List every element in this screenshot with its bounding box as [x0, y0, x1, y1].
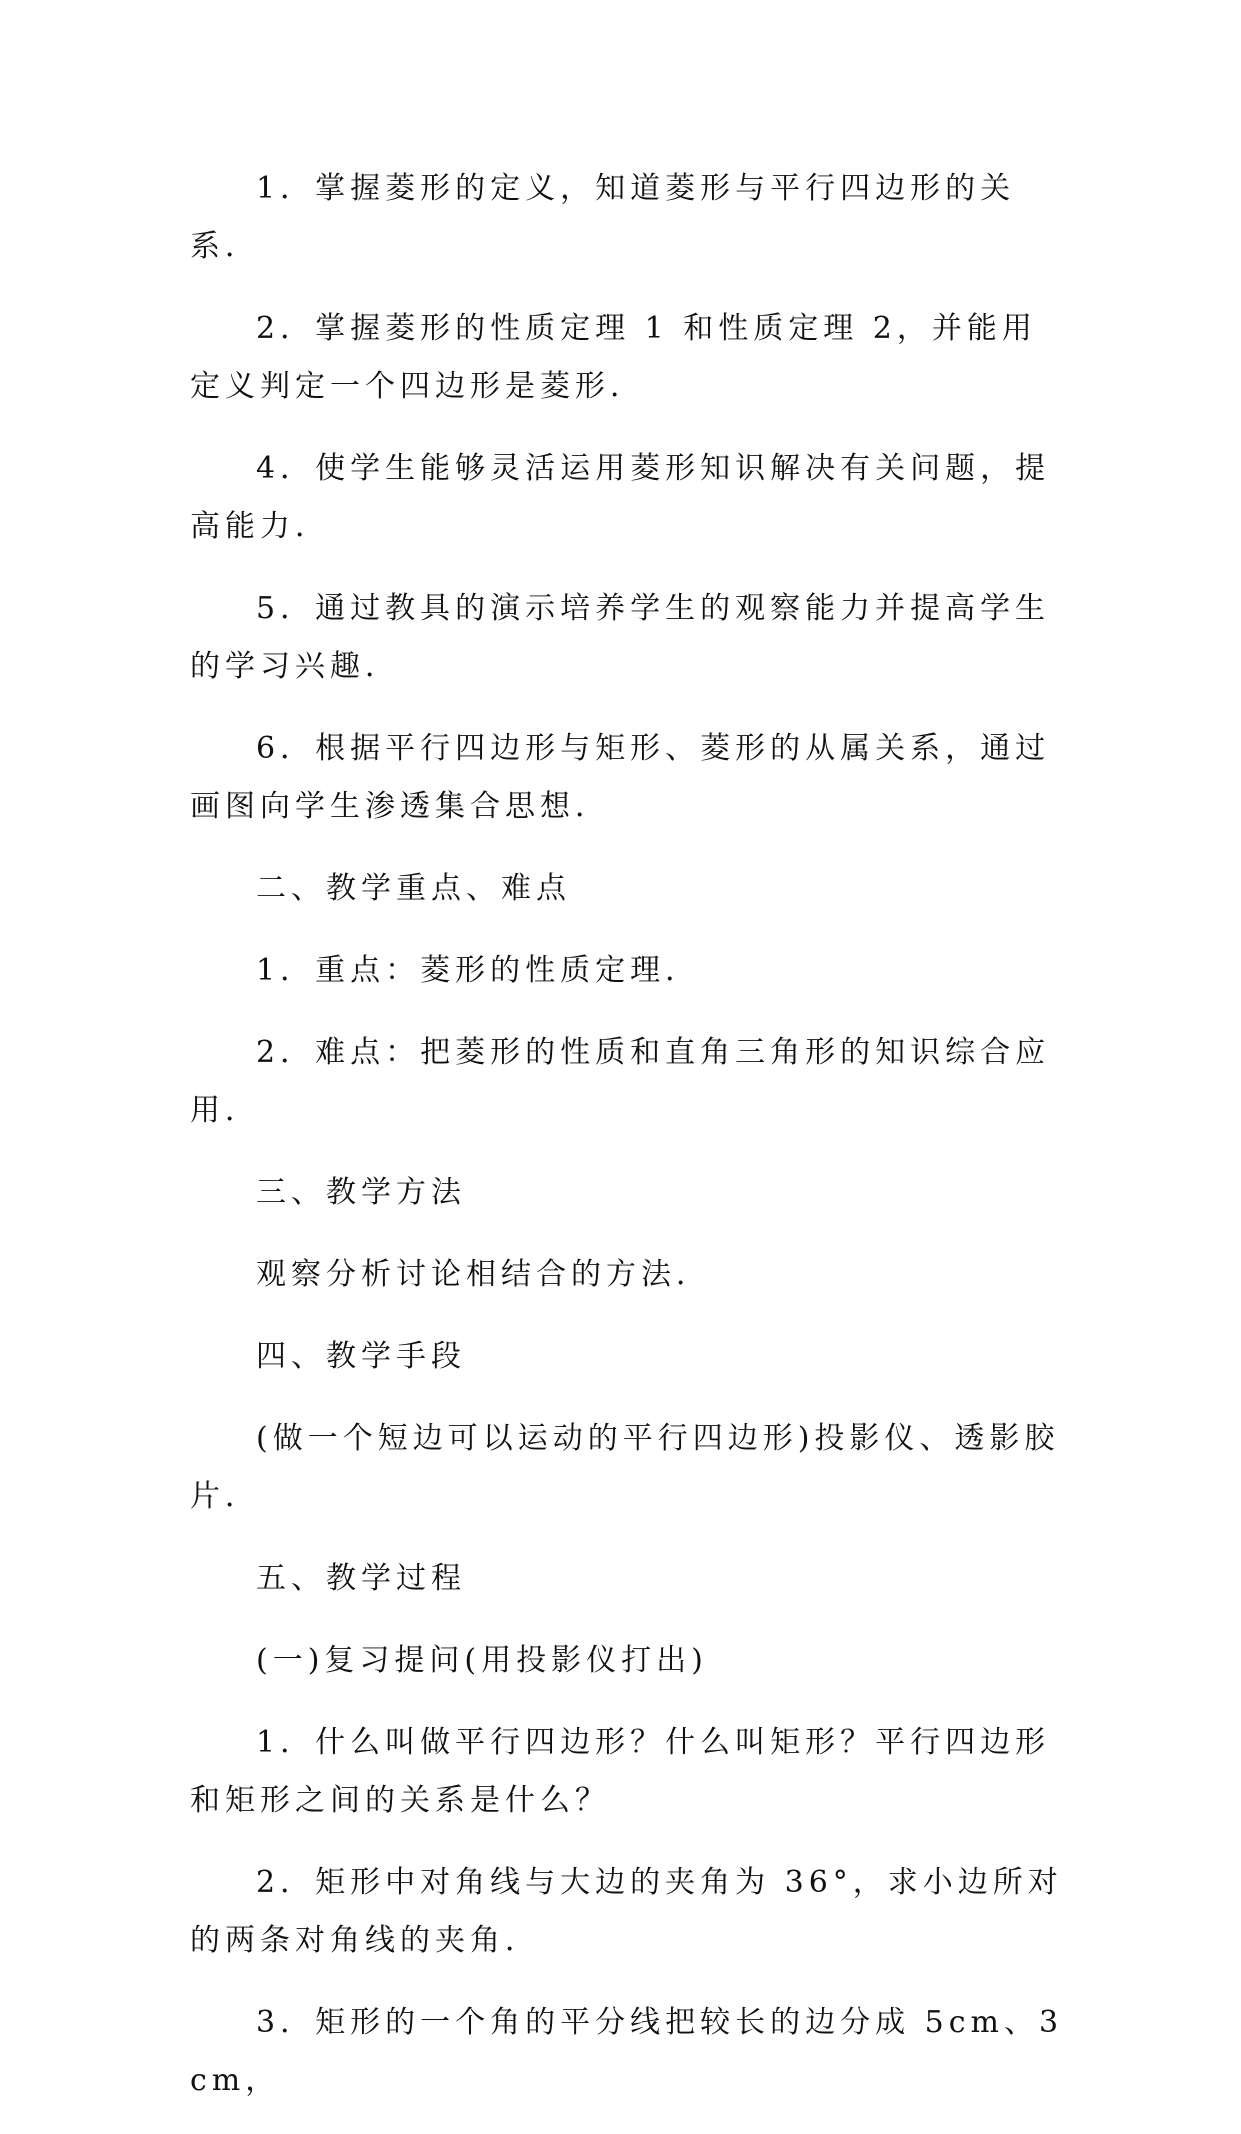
- means-text: (做一个短边可以运动的平行四边形)投影仪、透影胶片．: [190, 1421, 1060, 1514]
- objective-1: 1．掌握菱形的定义，知道菱形与平行四边形的关系．: [190, 171, 1016, 264]
- method-text: 观察分析讨论相结合的方法．: [256, 1257, 711, 1292]
- question-2: 2．矩形中对角线与大边的夹角为 36°，求小边所对的两条对角线的夹角．: [190, 1865, 1063, 1958]
- objective-6: 6．根据平行四边形与矩形、菱形的从属关系，通过画图向学生渗透集合思想．: [190, 731, 1051, 824]
- objective-5: 5．通过教具的演示培养学生的观察能力并提高学生的学习兴趣．: [190, 591, 1051, 684]
- document-body: [190, 160, 1070, 2134]
- key-point: 1．重点：菱形的性质定理．: [256, 953, 701, 988]
- section-heading-key-points: 二、教学重点、难点: [256, 871, 571, 906]
- objective-2: 2．掌握菱形的性质定理 1 和性质定理 2，并能用定义判定一个四边形是菱形．: [190, 311, 1037, 404]
- difficult-point: 2．难点：把菱形的性质和直角三角形的知识综合应用．: [190, 1035, 1051, 1128]
- section-heading-means: 四、教学手段: [256, 1339, 466, 1374]
- subsection-review: (一)复习提问(用投影仪打出): [256, 1643, 708, 1678]
- section-heading-methods: 三、教学方法: [256, 1175, 466, 1210]
- objective-4: 4．使学生能够灵活运用菱形知识解决有关问题，提高能力．: [190, 451, 1051, 544]
- section-heading-process: 五、教学过程: [256, 1561, 466, 1596]
- question-1: 1．什么叫做平行四边形？什么叫矩形？平行四边形和矩形之间的关系是什么？: [190, 1725, 1051, 1818]
- question-3: 3．矩形的一个角的平分线把较长的边分成 5cm、3cm，: [190, 2005, 1064, 2098]
